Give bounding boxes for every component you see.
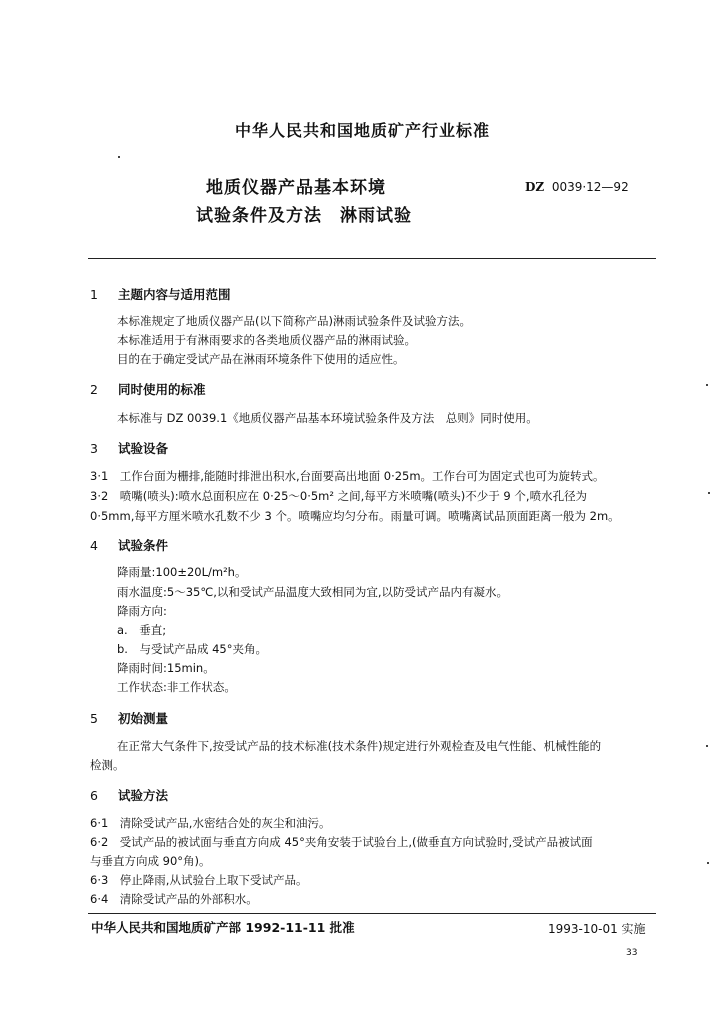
document-title-line-2: 试验条件及方法 淋雨试验: [196, 206, 412, 226]
paragraph-line: 在正常大气条件下,按受试产品的技术标准(技术条件)规定进行外观检查及电气性能、机械性能的: [117, 739, 602, 753]
section-heading-4: [90, 536, 168, 554]
standard-category-header: 中华人民共和国地质矿产行业标准: [234, 121, 490, 140]
header-divider: [88, 258, 656, 259]
scan-speck: [707, 862, 709, 864]
footer-divider: [88, 913, 656, 914]
section-heading-2: [90, 380, 206, 398]
paragraph-line: 与垂直方向成 90°角)。: [90, 854, 211, 868]
paragraph-line: 降雨时间:15min。: [117, 661, 215, 675]
section-number: 1: [90, 287, 98, 302]
paragraph-line: 本标准规定了地质仪器产品(以下简称产品)淋雨试验条件及试验方法。: [117, 314, 471, 328]
standard-code: [525, 180, 629, 194]
paragraph-line: 3·2 喷嘴(喷头):喷水总面积应在 0·25～0·5m² 之间,每平方米喷嘴(喷头)不少于 9 个,喷水孔径为: [90, 489, 588, 503]
paragraph-line: a. 垂直;: [117, 623, 167, 637]
paragraph-line: 6·4 清除受试产品的外部积水。: [90, 892, 258, 906]
scan-speck: [708, 492, 710, 494]
paragraph-line: 6·3 停止降雨,从试验台上取下受试产品。: [90, 873, 308, 887]
section-number: 6: [90, 788, 98, 803]
paragraph-line: 目的在于确定受试产品在淋雨环境条件下使用的适应性。: [117, 352, 405, 366]
implementation-date: 1993-10-01 实施: [548, 922, 646, 936]
section-title: 主题内容与适用范围: [118, 287, 231, 302]
section-title: 试验条件: [118, 538, 169, 553]
section-title: 初始测量: [118, 711, 169, 726]
section-number: 2: [90, 382, 98, 397]
scan-speck: [706, 745, 708, 747]
paragraph-line: 6·1 清除受试产品,水密结合处的灰尘和油污。: [90, 816, 331, 830]
section-heading-1: [90, 285, 231, 303]
section-number: 5: [90, 711, 98, 726]
paragraph-line: 0·5mm,每平方厘米喷水孔数不少 3 个。喷嘴应均匀分布。雨量可调。喷嘴离试品顶面距离一般为 2m。: [90, 509, 620, 523]
approval-statement: 中华人民共和国地质矿产部 1992-11-11 批准: [91, 920, 355, 935]
standard-code-number: 0039·12—92: [551, 180, 629, 194]
section-title: 试验设备: [118, 441, 169, 456]
section-number: 3: [90, 441, 98, 456]
paragraph-line: 6·2 受试产品的被试面与垂直方向成 45°夹角安装于试验台上,(做垂直方向试验时,受试产品被试面: [90, 835, 593, 849]
section-heading-5: [90, 709, 168, 727]
paragraph-line: 检测。: [90, 758, 125, 772]
page-number: 33: [626, 948, 638, 958]
paragraph-line: 本标准适用于有淋雨要求的各类地质仪器产品的淋雨试验。: [117, 333, 416, 347]
paragraph-line: b. 与受试产品成 45°夹角。: [117, 642, 267, 656]
section-heading-6: [90, 786, 168, 804]
standard-code-prefix: DZ: [525, 180, 545, 194]
paragraph-line: 工作状态:非工作状态。: [117, 680, 236, 694]
scan-speck: [118, 156, 120, 158]
document-title-line-1: 地质仪器产品基本环境: [206, 178, 386, 198]
paragraph-line: 降雨方向:: [117, 604, 167, 618]
paragraph-line: 雨水温度:5～35℃,以和受试产品温度大致相同为宜,以防受试产品内有凝水。: [117, 585, 509, 599]
section-heading-3: [90, 439, 168, 457]
paragraph-line: 降雨量:100±20L/m²h。: [117, 565, 247, 579]
paragraph-line: 本标准与 DZ 0039.1《地质仪器产品基本环境试验条件及方法 总则》同时使用。: [117, 411, 538, 425]
paragraph-line: 3·1 工作台面为栅排,能随时排泄出积水,台面要高出地面 0·25m。工作台可为固定式也可为旋转式。: [90, 469, 605, 483]
scan-speck: [706, 384, 708, 386]
section-title: 同时使用的标准: [118, 382, 206, 397]
section-number: 4: [90, 538, 98, 553]
section-title: 试验方法: [118, 788, 169, 803]
